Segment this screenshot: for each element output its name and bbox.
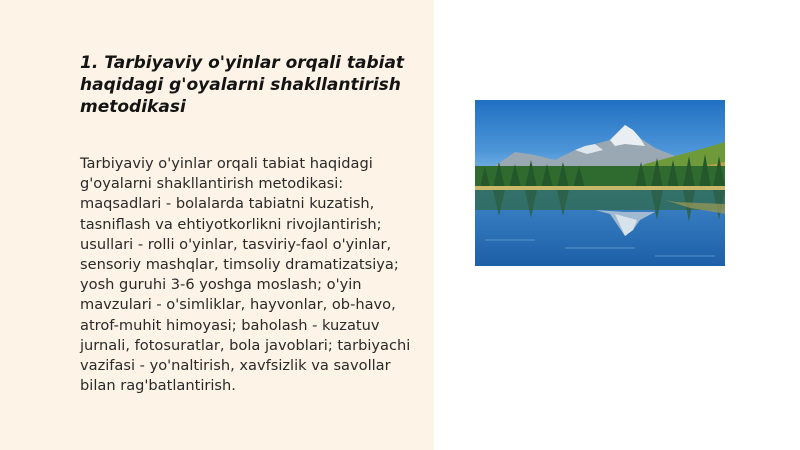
slide-title: 1. Tarbiyaviy o'yinlar orqali tabiat haqidagi g'oyalarni shakllantirish metodikasi [80, 53, 405, 117]
slide-body-text: Tarbiyaviy o'yinlar orqali tabiat haqidagi g'oyalarni shakllantirish metodikasi: maqsadlari - bolalarda tabiatni kuzatish, tasniflash va ehtiyotkorlikni rivojlantirish; usullari - rolli o'yinlar, tasviriy-faol o'yinlar, sensoriy mashqlar, timsoliy dramatizatsiya; yosh guruhi 3-6 yoshga moslash; o'yin mavzulari - o'simliklar, hayvonlar, ob-havo, atrof-muhit himoyasi; baholash - kuzatuv jurnali, fotosuratlar, bola javoblari; tarbiyachi vazifasi - yo'naltirish, xavfsizlik va savollar bilan rag'batlantirish. [80, 155, 411, 395]
mountain-lake-photo [475, 100, 725, 266]
